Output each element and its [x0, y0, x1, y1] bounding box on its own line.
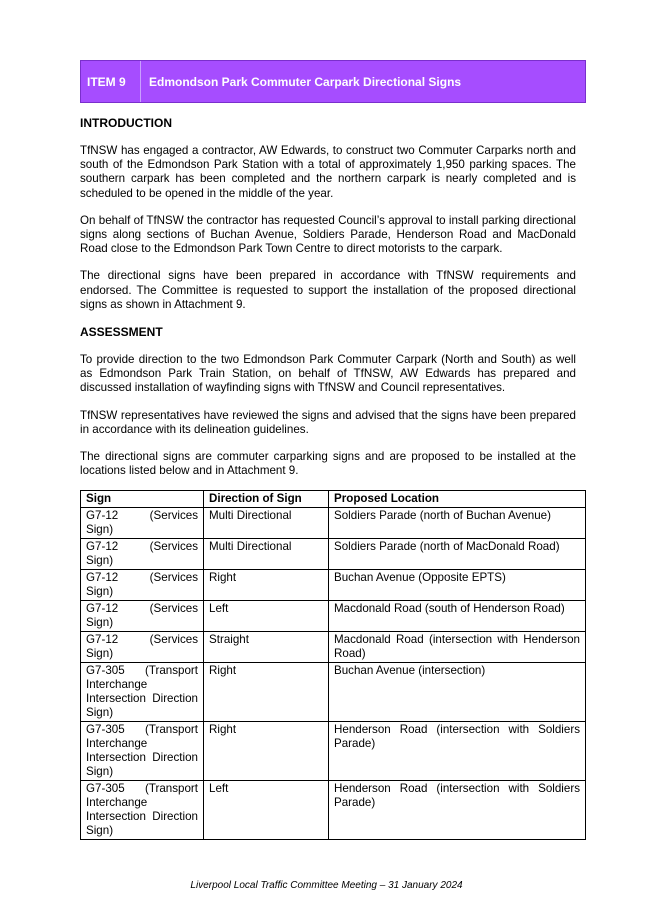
location-cell: Henderson Road (intersection with Soldiers Parade): [329, 781, 586, 840]
sign-cell: G7-305 (Transport Interchange Intersection Direction Sign): [81, 722, 204, 781]
item-title: Edmondson Park Commuter Carpark Directional Signs: [149, 74, 462, 89]
direction-cell: Left: [204, 781, 329, 840]
direction-cell: Right: [204, 722, 329, 781]
document-body: [80, 116, 580, 840]
table-row: [81, 601, 586, 632]
introduction-paragraph: On behalf of TfNSW the contractor has requested Council’s approval to install parking directional signs along sections of Buchan Avenue, Soldiers Parade, Henderson Road and MacDonald Road close to the Edmondson Park Town Centre to direct motorists to the carpark.: [80, 213, 576, 256]
sign-cell: G7-12 (Services Sign): [81, 632, 204, 663]
assessment-paragraph: To provide direction to the two Edmondson Park Commuter Carpark (North and South) as well as Edmondson Park Train Station, on behalf of TfNSW, AW Edwards has prepared and discussed installation of wayfinding signs with TfNSW and Council representatives.: [80, 353, 576, 395]
sign-cell: G7-12 (Services Sign): [81, 539, 204, 570]
introduction-paragraph: The directional signs have been prepared in accordance with TfNSW requirements and endorsed. The Committee is requested to support the installation of the proposed directional signs as shown in Attachment 9.: [80, 269, 576, 311]
direction-cell: Straight: [204, 632, 329, 663]
assessment-heading: ASSESSMENT: [80, 325, 163, 340]
direction-cell: Multi Directional: [204, 539, 329, 570]
sign-locations-table: [80, 490, 586, 840]
sign-cell: G7-12 (Services Sign): [81, 570, 204, 601]
direction-cell: Left: [204, 601, 329, 632]
sign-cell: G7-305 (Transport Interchange Intersection Direction Sign): [81, 663, 204, 722]
sign-cell: G7-12 (Services Sign): [81, 508, 204, 539]
table-row: [81, 539, 586, 570]
direction-cell: Multi Directional: [204, 508, 329, 539]
location-cell: Macdonald Road (south of Henderson Road): [329, 601, 586, 632]
assessment-paragraph: TfNSW representatives have reviewed the signs and advised that the signs have been prepared in accordance with its delineation guidelines.: [80, 408, 576, 436]
column-header-sign: Sign: [81, 491, 204, 508]
column-header-location: Proposed Location: [329, 491, 586, 508]
location-cell: Buchan Avenue (intersection): [329, 663, 586, 722]
item-number: ITEM 9: [81, 61, 141, 102]
table-row: [81, 722, 586, 781]
sign-cell: G7-305 (Transport Interchange Intersection Direction Sign): [81, 781, 204, 840]
table-row: [81, 781, 586, 840]
location-cell: Buchan Avenue (Opposite EPTS): [329, 570, 586, 601]
location-cell: Soldiers Parade (north of MacDonald Road): [329, 539, 586, 570]
direction-cell: Right: [204, 570, 329, 601]
direction-cell: Right: [204, 663, 329, 722]
assessment-paragraph: The directional signs are commuter carparking signs and are proposed to be installed at the locations listed below and in Attachment 9.: [80, 450, 576, 478]
introduction-heading: INTRODUCTION: [80, 116, 172, 130]
sign-cell: G7-12 (Services Sign): [81, 601, 204, 632]
column-header-direction: Direction of Sign: [204, 491, 329, 508]
table-row: [81, 508, 586, 539]
location-cell: Macdonald Road (intersection with Henderson Road): [329, 632, 586, 663]
table-row: [81, 570, 586, 601]
table-row: [81, 632, 586, 663]
table-row: [81, 663, 586, 722]
item-header-bar: [80, 60, 586, 103]
location-cell: Soldiers Parade (north of Buchan Avenue): [329, 508, 586, 539]
table-header-row: [81, 491, 586, 508]
page-footer: Liverpool Local Traffic Committee Meeting – 31 January 2024: [190, 880, 463, 891]
location-cell: Henderson Road (intersection with Soldiers Parade): [329, 722, 586, 781]
introduction-paragraph: TfNSW has engaged a contractor, AW Edwards, to construct two Commuter Carparks north and south of the Edmondson Park Station with a total of approximately 1,950 parking spaces. The southern carpark has been completed and the northern carpark is nearly completed and is scheduled to be opened in the middle of the year.: [80, 144, 576, 200]
